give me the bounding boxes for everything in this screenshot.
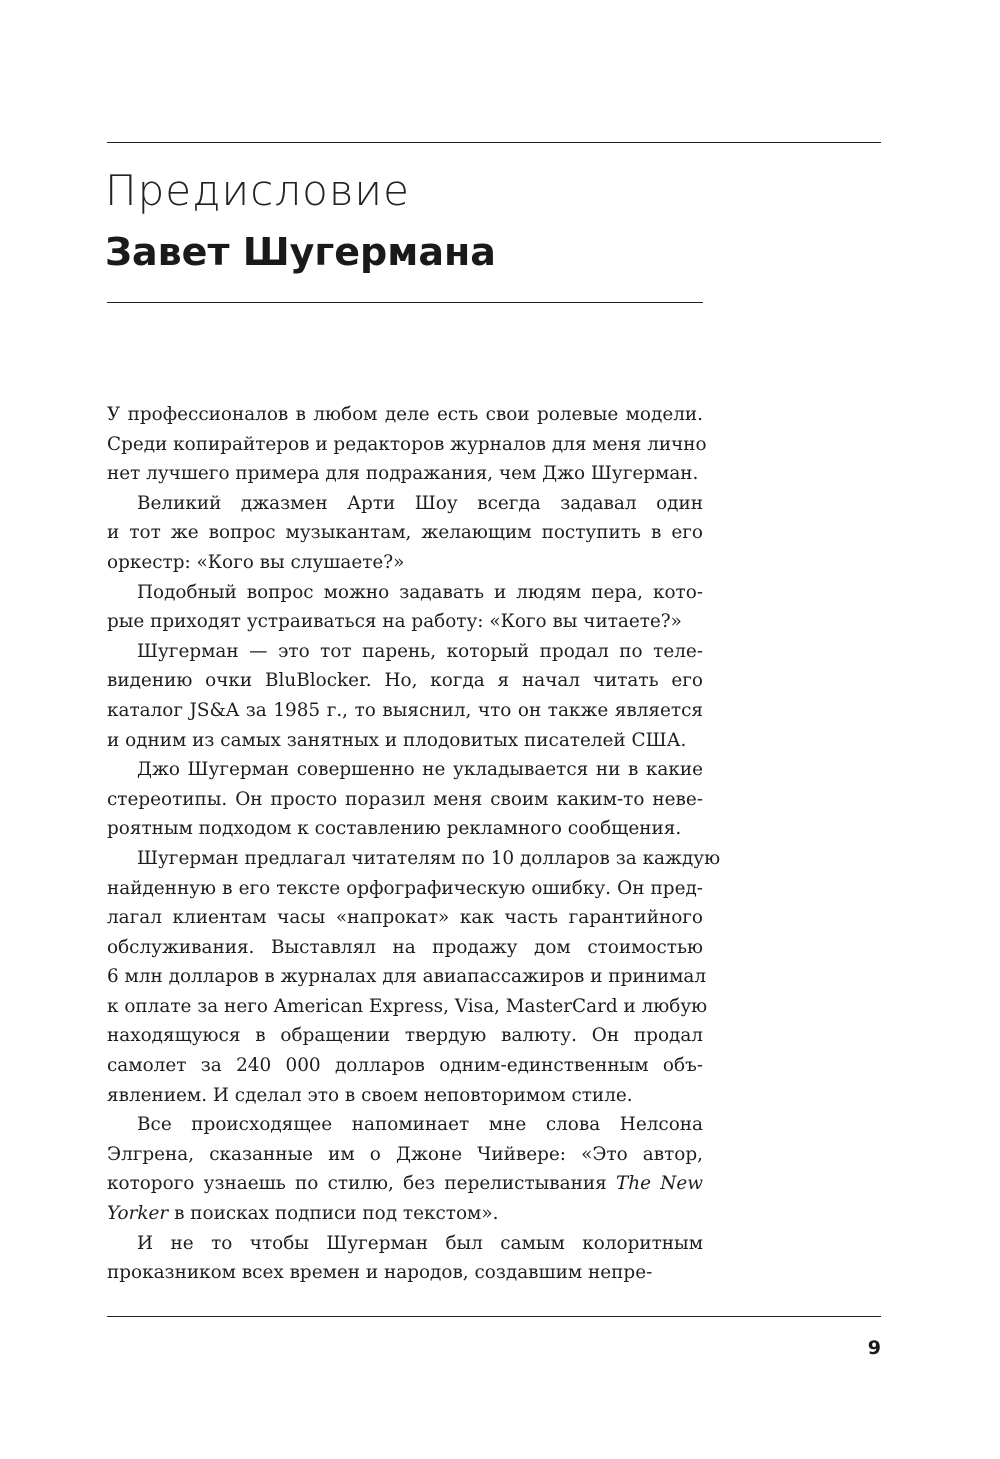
text-line: оркестр: «Кого вы слушаете?» xyxy=(107,551,405,573)
text-line: видению очки BluBlocker. Но, когда я начал читать его xyxy=(107,670,703,692)
text-line: Подобный вопрос можно задавать и людям пера, кото- xyxy=(137,581,703,603)
text-line: находящуюся в обращении твердую валюту. Он продал xyxy=(107,1025,703,1047)
text-line: рые приходят устраиваться на работу: «Кого вы читаете?» xyxy=(107,611,682,633)
chapter-title: Завет Шугермана xyxy=(105,230,496,274)
paragraph xyxy=(107,489,703,578)
top-rule xyxy=(107,142,881,143)
text-line: Шугерман — это тот парень, который продал по теле- xyxy=(137,640,703,662)
text-line: роятным подходом к составлению рекламного сообщения. xyxy=(107,818,682,840)
paragraph xyxy=(107,844,721,1110)
text-line: обслуживания. Выставлял на продажу дом стоимостью xyxy=(107,936,703,958)
paragraph xyxy=(107,1229,703,1288)
paragraph xyxy=(107,400,707,489)
text-line: Yorker в поисках подписи под текстом». xyxy=(107,1203,499,1225)
text-line: Шугерман предлагал читателям по 10 долларов за каждую xyxy=(137,847,721,869)
text-line: Среди копирайтеров и редакторов журналов для меня лично xyxy=(107,433,707,455)
chapter-label: Предисловие xyxy=(105,166,410,215)
paragraph xyxy=(107,1110,703,1228)
page-number: 9 xyxy=(867,1337,881,1359)
text-line: к оплате за него American Express, Visa, MasterCard и любую xyxy=(107,995,708,1017)
text-line: стереотипы. Он просто поразил меня своим каким-то неве- xyxy=(107,788,703,810)
text-line: Джо Шугерман совершенно не укладывается ни в какие xyxy=(137,759,703,781)
footer-rule xyxy=(107,1316,881,1317)
body-text xyxy=(107,400,721,1288)
text-line: и тот же вопрос музыкантам, желающим поступить в его xyxy=(107,522,703,544)
text-line: и одним из самых занятных и плодовитых писателей США. xyxy=(107,729,687,751)
paragraph xyxy=(107,755,703,844)
paragraph xyxy=(107,578,703,637)
text-line: явлением. И сделал это в своем неповторимом стиле. xyxy=(107,1084,633,1106)
text-line: Великий джазмен Арти Шоу всегда задавал один xyxy=(137,492,703,514)
text-line: самолет за 240 000 долларов одним-единственным объ- xyxy=(107,1055,703,1077)
text-line: каталог JS&A за 1985 г., то выяснил, что он также является xyxy=(107,699,703,721)
text-line: нет лучшего примера для подражания, чем Джо Шугерман. xyxy=(107,463,699,485)
paragraph xyxy=(107,637,703,755)
text-line: проказником всех времен и народов, создавшим непре- xyxy=(107,1262,653,1284)
text-line: лагал клиентам часы «напрокат» как часть гарантийного xyxy=(107,907,703,929)
text-line: которого узнаешь по стилю, без перелистывания The New xyxy=(107,1173,703,1195)
title-underline-rule xyxy=(107,302,703,303)
text-line: Элгрена, сказанные им о Джоне Чийвере: «Это автор, xyxy=(107,1143,703,1165)
text-line: 6 млн долларов в журналах для авиапассажиров и принимал xyxy=(107,966,707,988)
text-line: Все происходящее напоминает мне слова Нелсона xyxy=(137,1114,703,1136)
text-line: У профессионалов в любом деле есть свои ролевые модели. xyxy=(107,404,703,425)
text-line: И не то чтобы Шугерман был самым колоритным xyxy=(137,1232,703,1254)
text-line: найденную в его тексте орфографическую ошибку. Он пред- xyxy=(107,877,703,899)
